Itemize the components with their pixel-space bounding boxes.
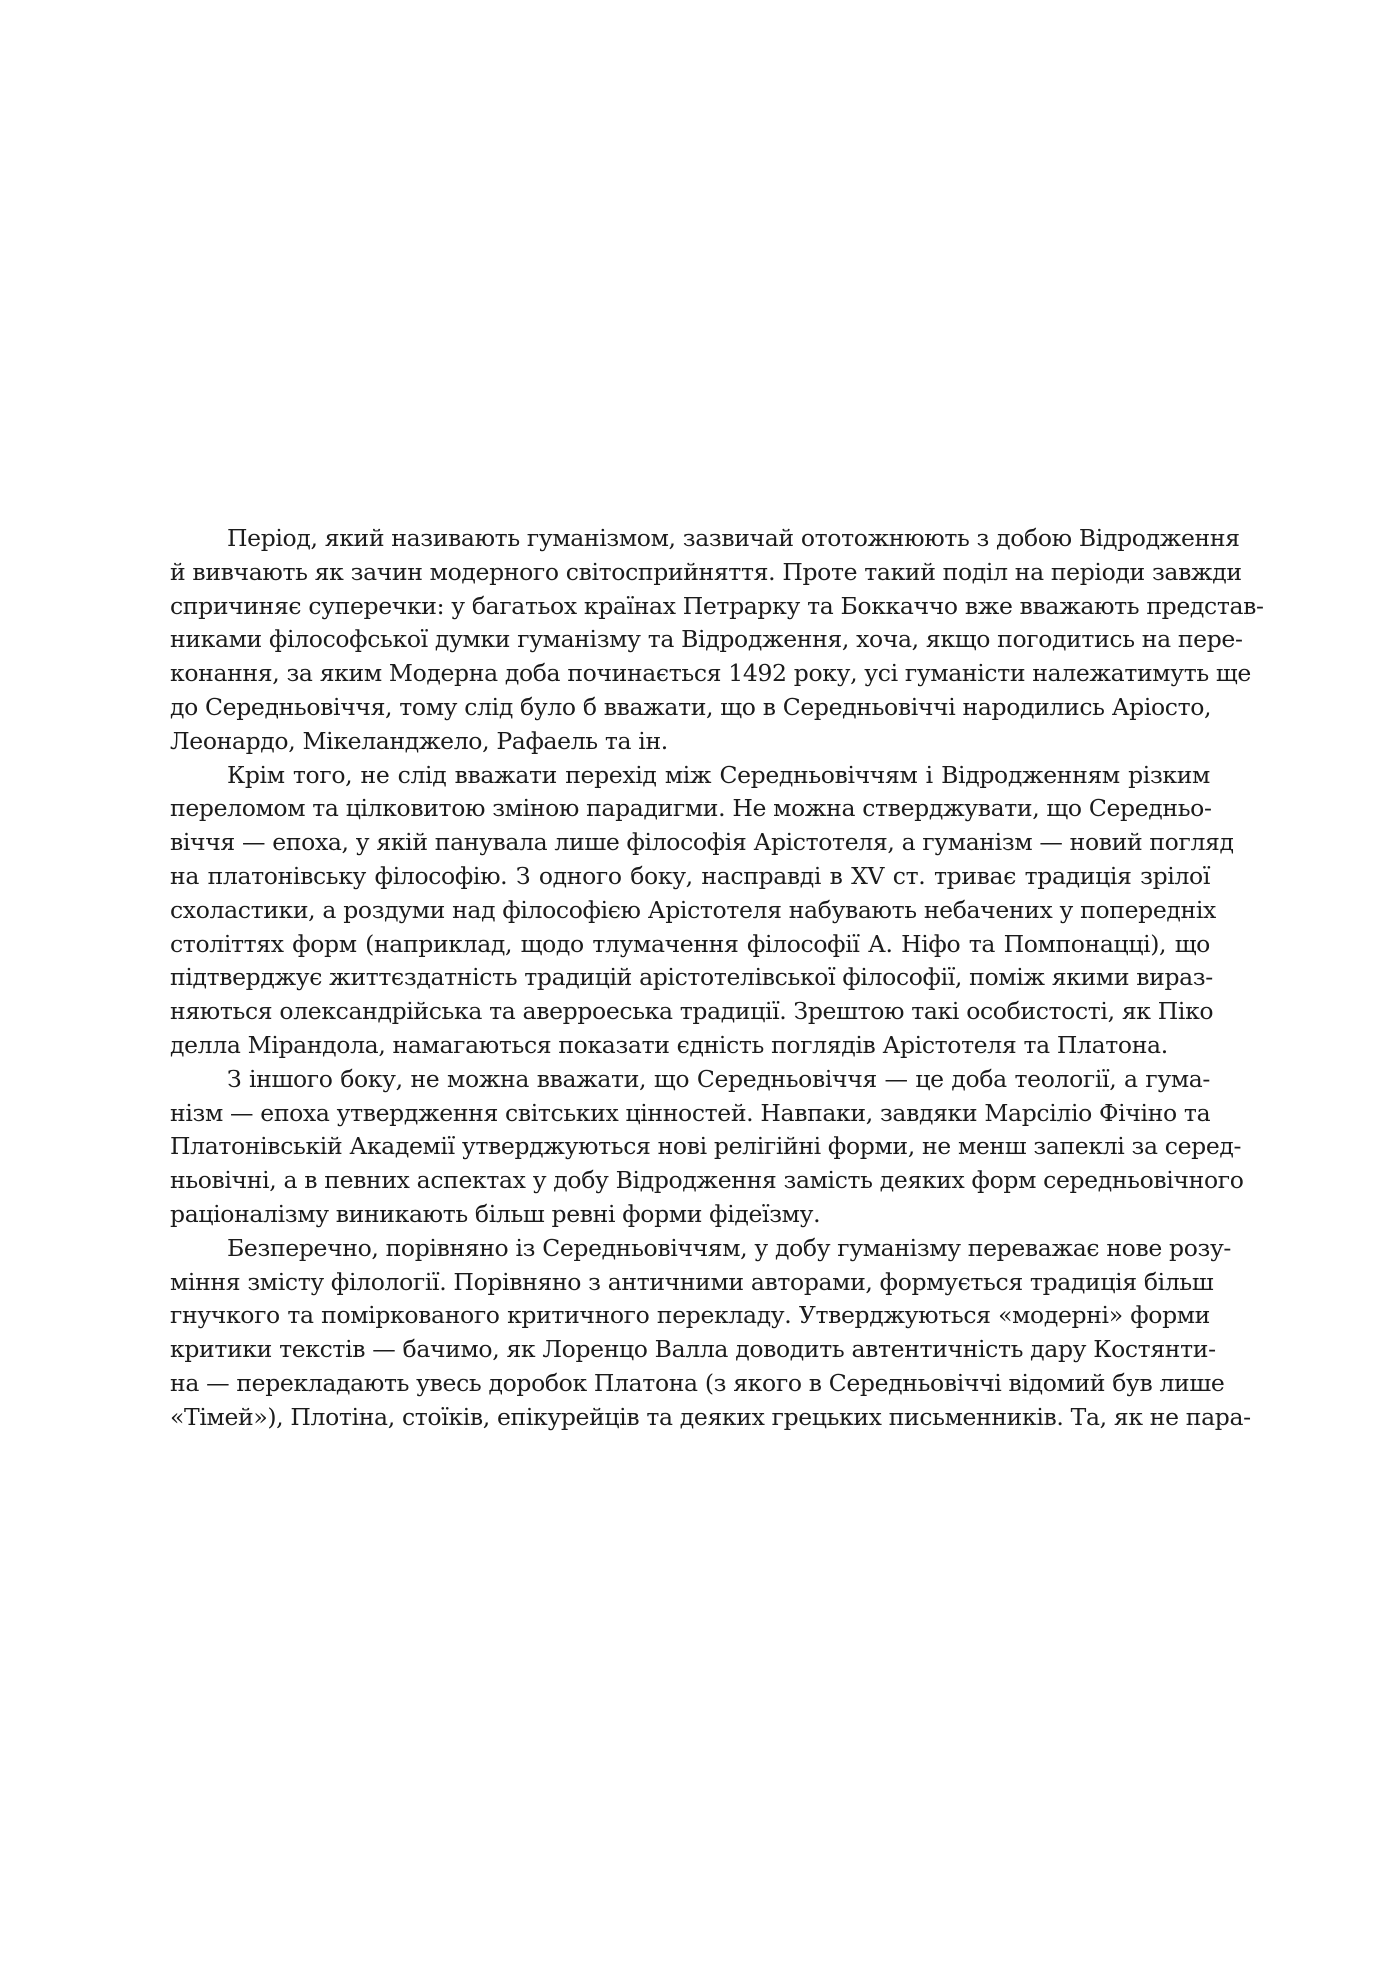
text-line: віччя — епоха, у якій панувала лише філософія Арістотеля, а гуманізм — новий погляд	[170, 828, 1234, 857]
text-line: критики текстів — бачимо, як Лоренцо Валла доводить автентичність дару Костянти-	[170, 1335, 1216, 1364]
paragraph-4	[170, 1232, 1251, 1435]
text-line: до Середньовіччя, тому слід було б вважати, що в Середньовіччі народились Аріосто,	[170, 692, 1212, 721]
text-line: конання, за яким Модерна доба починається 1492 року, усі гуманісти належатимуть ще	[170, 659, 1251, 688]
text-line: переломом та цілковитою зміною парадигми. Не можна стверджувати, що Середньо-	[170, 794, 1212, 823]
text-line: й вивчають як зачин модерного світосприйняття. Проте такий поділ на періоди завжди	[170, 557, 1242, 586]
paragraph-3	[170, 1063, 1244, 1232]
text-line: схоластики, а роздуми над філософією Арістотеля набувають небачених у попередніх	[170, 895, 1216, 924]
paragraph-2	[170, 759, 1234, 1063]
text-line: Безперечно, порівняно із Середньовіччям, у добу гуманізму переважає нове розу-	[227, 1233, 1232, 1262]
text-line: підтверджує життєздатність традицій арістотелівської філософії, поміж якими вираз-	[170, 963, 1213, 992]
text-line: делла Мірандола, намагаються показати єдність поглядів Арістотеля та Платона.	[170, 1030, 1168, 1059]
text-line: Крім того, не слід вважати перехід між Середньовіччям і Відродженням різким	[227, 760, 1210, 789]
text-line: ньовічні, а в певних аспектах у добу Відродження замість деяких форм середньовічного	[170, 1166, 1244, 1195]
text-line: на платонівську філософію. З одного боку, насправді в XV ст. триває традиція зрілої	[170, 861, 1210, 890]
text-line: З іншого боку, не можна вважати, що Середньовіччя — це доба теології, а гума-	[227, 1064, 1210, 1093]
text-line: Леонардо, Мікеланджело, Рафаель та ін.	[170, 726, 668, 755]
text-line: спричиняє суперечки: у багатьох країнах Петрарку та Боккаччо вже вважають представ-	[170, 591, 1264, 620]
text-line: Період, який називають гуманізмом, зазвичай ототожнюють з добою Відродження	[227, 524, 1240, 552]
body-text	[170, 522, 1264, 1435]
text-line: нізм — епоха утвердження світських цінностей. Навпаки, завдяки Марсіліо Фічіно та	[170, 1098, 1211, 1127]
text-line: раціоналізму виникають більш ревні форми фідеїзму.	[170, 1199, 821, 1228]
text-line: міння змісту філології. Порівняно з античними авторами, формується традиція більш	[170, 1267, 1214, 1296]
text-line: гнучкого та поміркованого критичного перекладу. Утверджуються «модерні» форми	[170, 1301, 1210, 1330]
text-line: няються олександрійська та аверроеська традиції. Зрештою такі особистості, як Піко	[170, 997, 1214, 1026]
text-line: Платонівській Академії утверджуються нові релігійні форми, не менш запеклі за серед-	[170, 1132, 1242, 1161]
text-line: на — перекладають увесь доробок Платона (з якого в Середньовіччі відомий був лише	[170, 1368, 1225, 1397]
text-line: «Тімей»), Плотіна, стоїків, епікурейців та деяких грецьких письменників. Та, як не пара-	[170, 1402, 1251, 1431]
text-line: століттях форм (наприклад, щодо тлумачення філософії А. Ніфо та Помпонацці), що	[170, 929, 1210, 958]
text-line: никами філософської думки гуманізму та Відродження, хоча, якщо погодитись на пере-	[170, 625, 1243, 654]
paragraph-1	[170, 522, 1264, 759]
